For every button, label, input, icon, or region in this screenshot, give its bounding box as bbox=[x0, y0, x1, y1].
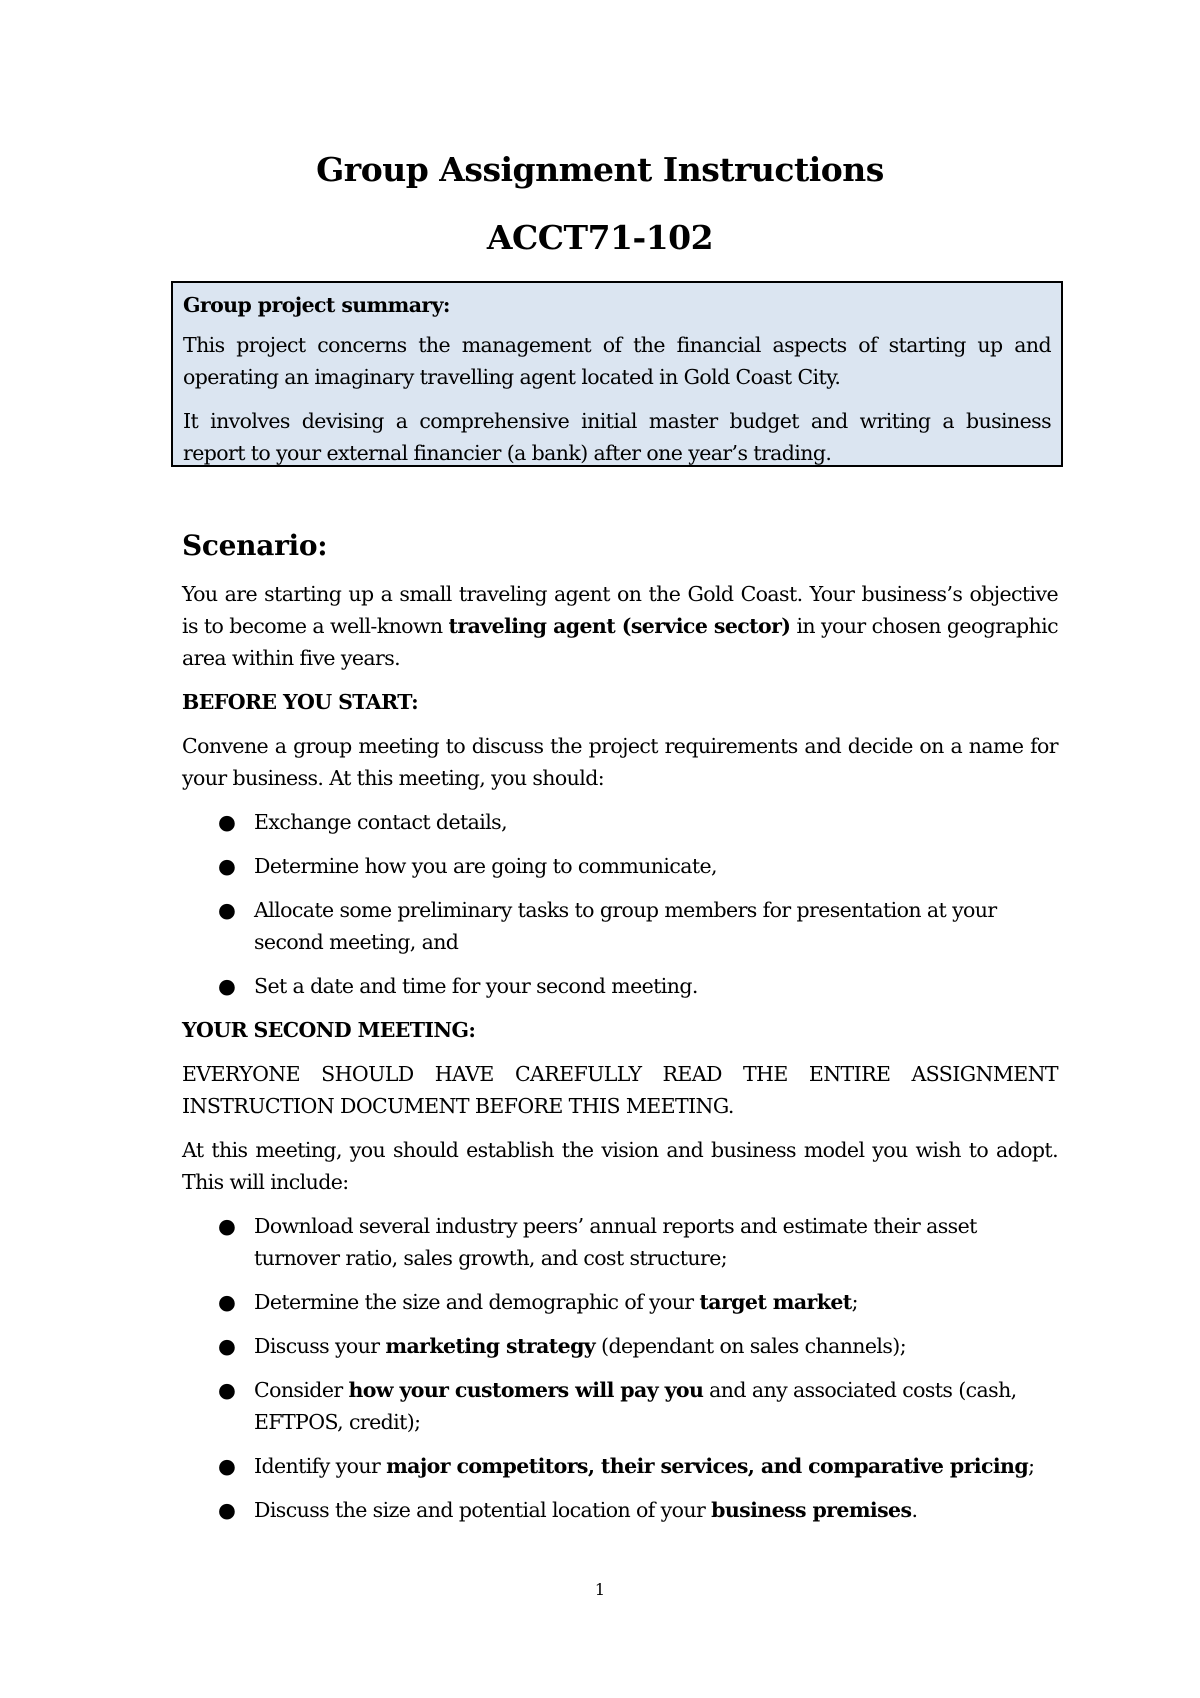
bullet-icon: ● bbox=[218, 974, 236, 998]
scenario-heading: Scenario: bbox=[182, 529, 328, 562]
bullet-icon: ● bbox=[218, 1378, 236, 1402]
list-item bbox=[182, 1450, 1058, 1482]
list-item-text: Discuss your bbox=[254, 1334, 386, 1358]
second-meeting-heading: YOUR SECOND MEETING: bbox=[182, 1018, 476, 1042]
list-item-text: Consider bbox=[254, 1378, 349, 1402]
list-item bbox=[182, 1374, 1058, 1438]
list-item-text-end: . bbox=[911, 1498, 918, 1522]
document-body bbox=[182, 530, 1058, 1538]
list-item bbox=[182, 850, 1058, 882]
summary-box bbox=[171, 281, 1063, 467]
list-item bbox=[182, 970, 1058, 1002]
list-item bbox=[182, 1330, 1058, 1362]
list-item bbox=[182, 1286, 1058, 1318]
scenario-intro-bold: traveling agent (service sector) bbox=[448, 614, 791, 638]
scenario-intro-text: You are starting up a small traveling agent on the Gold Coast. Your business’s objective is to become a well-known bbox=[182, 582, 1058, 638]
list-item-text: Determine the size and demographic of your bbox=[254, 1290, 700, 1314]
list-item-bold: business premises bbox=[711, 1498, 912, 1522]
bullet-icon: ● bbox=[218, 810, 236, 834]
list-item-text: Determine how you are going to communicate, bbox=[254, 854, 717, 878]
list-item-bold: target market bbox=[699, 1290, 852, 1314]
summary-paragraph-1: This project concerns the management of the financial aspects of starting up and operating an imaginary travelling agent located in Gold Coast City. bbox=[183, 333, 1051, 389]
bullet-icon: ● bbox=[218, 1454, 236, 1478]
document-title: Group Assignment Instructions bbox=[316, 150, 884, 189]
bullet-icon: ● bbox=[218, 854, 236, 878]
list-item-text: Exchange contact details, bbox=[254, 810, 507, 834]
list-item-text-end: and any associated costs (cash, EFTPOS, credit); bbox=[254, 1378, 1017, 1434]
list-item-text: Download several industry peers’ annual reports and estimate their asset turnover ratio, sales growth, and cost structure; bbox=[254, 1214, 977, 1270]
list-item-bold: major competitors, their services, and comparative pricing bbox=[386, 1454, 1029, 1478]
before-you-start-list bbox=[182, 806, 1058, 1002]
summary-paragraph-2: It involves devising a comprehensive initial master budget and writing a business report to your external financier (a bank) after one year’s trading. bbox=[183, 409, 1051, 465]
list-item bbox=[182, 894, 1058, 958]
page-number: 1 bbox=[594, 1580, 606, 1599]
list-item-text-end: (dependant on sales channels); bbox=[595, 1334, 907, 1358]
before-you-start-intro: Convene a group meeting to discuss the project requirements and decide on a name for your business. At this meeting, you should: bbox=[182, 734, 1058, 790]
list-item-bold: how your customers will pay you bbox=[348, 1378, 704, 1402]
list-item-bold: marketing strategy bbox=[385, 1334, 596, 1358]
list-item bbox=[182, 1494, 1058, 1526]
bullet-icon: ● bbox=[218, 1290, 236, 1314]
list-item bbox=[182, 1210, 1058, 1274]
list-item-text: Allocate some preliminary tasks to group members for presentation at your second meeting, and bbox=[254, 898, 997, 954]
list-item-text: Set a date and time for your second meeting. bbox=[254, 974, 698, 998]
list-item bbox=[182, 806, 1058, 838]
summary-heading: Group project summary: bbox=[183, 293, 450, 317]
scenario-intro-text-end: in your chosen geographic area within five years. bbox=[182, 614, 1058, 670]
list-item-text: Identify your bbox=[254, 1454, 387, 1478]
course-code: ACCT71-102 bbox=[486, 218, 714, 257]
second-meeting-notice: EVERYONE SHOULD HAVE CAREFULLY READ THE ENTIRE ASSIGNMENT INSTRUCTION DOCUMENT BEFORE THIS MEETING. bbox=[182, 1062, 1058, 1118]
list-item-text-end: ; bbox=[851, 1290, 858, 1314]
list-item-text-end: ; bbox=[1028, 1454, 1035, 1478]
scenario-intro bbox=[182, 578, 1058, 674]
bullet-icon: ● bbox=[218, 1214, 236, 1238]
bullet-icon: ● bbox=[218, 898, 236, 922]
before-you-start-heading: BEFORE YOU START: bbox=[182, 690, 419, 714]
bullet-icon: ● bbox=[218, 1334, 236, 1358]
bullet-icon: ● bbox=[218, 1498, 236, 1522]
list-item-text: Discuss the size and potential location of your bbox=[254, 1498, 712, 1522]
second-meeting-intro: At this meeting, you should establish the vision and business model you wish to adopt. This will include: bbox=[182, 1138, 1058, 1194]
second-meeting-list bbox=[182, 1210, 1058, 1526]
